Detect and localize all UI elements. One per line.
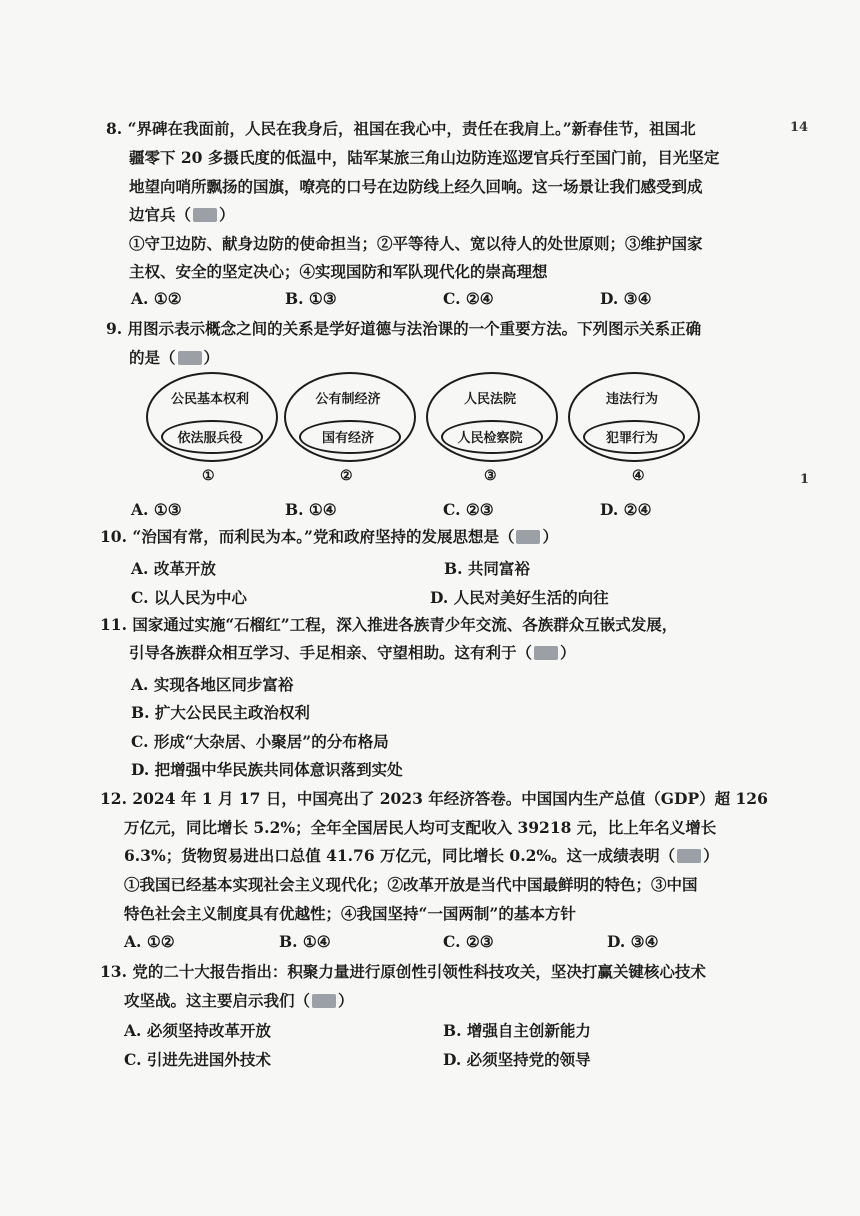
q9-line-2-text: 的是（ [129, 348, 176, 367]
q8-option-b[interactable]: B. ①③ [285, 289, 337, 308]
q9-option-d[interactable]: D. ②④ [600, 500, 652, 519]
diagram-2-number: ② [340, 468, 353, 484]
diagram-4-inner-label: 犯罪行为 [605, 431, 658, 446]
q12-line-4: ①我国已经基本实现社会主义现代化；②改革开放是当代中国最鲜明的特色；③中国 [124, 875, 698, 894]
diagram-3-outer-label: 人民法院 [463, 392, 516, 407]
edge-mark-top: 14 [790, 120, 809, 135]
q9-line-2 [129, 343, 219, 372]
concept-diagram [146, 372, 726, 492]
q9-option-b[interactable]: B. ①④ [285, 500, 337, 519]
q8-option-a[interactable]: A. ①② [131, 289, 182, 308]
q8-line-3: 地望向哨所飘扬的国旗，嘹亮的口号在边防线上经久回响。这一场景让我们感受到成 [129, 177, 703, 196]
q11-line-1: 11. 国家通过实施“石榴红”工程，深入推进各族青少年交流、各族群众互嵌式发展， [100, 615, 678, 634]
q13-option-b[interactable]: B. 增强自主创新能力 [443, 1021, 591, 1040]
q10-option-c[interactable]: C. 以人民为中心 [131, 588, 247, 607]
diagram-4-outer-label: 违法行为 [605, 392, 658, 407]
diagram-1-inner-label: 依法服兵役 [177, 431, 243, 446]
q10-option-b[interactable]: B. 共同富裕 [444, 559, 530, 578]
q12-line-2: 万亿元，同比增长 5.2%；全年全国居民人均可支配收入 39218 元，比上年名义增长 [124, 818, 717, 837]
q8-line-5: ①守卫边防、献身边防的使命担当；②平等待人、宽以待人的处世原则；③维护国家 [129, 234, 703, 253]
q9-line-2-tail: ） [203, 348, 220, 367]
q12-line-5: 特色社会主义制度具有优越性；④我国坚持“一国两制”的基本方针 [124, 904, 576, 923]
q10-stem-tail: ） [542, 527, 558, 546]
q12-option-c[interactable]: C. ②③ [443, 932, 494, 951]
q12-line-1: 12. 2024 年 1 月 17 日，中国亮出了 2023 年经济答卷。中国国内生产总值（GDP）超 126 [100, 789, 768, 808]
q13-option-a[interactable]: A. 必须坚持改革开放 [124, 1021, 271, 1040]
q12-option-b[interactable]: B. ①④ [279, 932, 331, 951]
q9-option-c[interactable]: C. ②③ [443, 500, 494, 519]
q11-line-2-tail: ） [560, 643, 576, 662]
answer-blank[interactable] [312, 994, 336, 1008]
q11-line-2-text: 引导各族群众相互学习、手足相亲、守望相助。这有利于（ [129, 643, 533, 662]
q8-line-1: 8. “界碑在我面前，人民在我身后，祖国在我心中，责任在我肩上。”新春佳节，祖国北 [106, 119, 696, 138]
diagram-1-outer-label: 公民基本权利 [170, 392, 249, 407]
q8-line-4-tail: ） [219, 205, 235, 224]
q8-line-6: 主权、安全的坚定决心；④实现国防和军队现代化的崇高理想 [129, 262, 548, 281]
q10-option-d[interactable]: D. 人民对美好生活的向往 [430, 588, 609, 607]
answer-blank[interactable] [516, 530, 540, 544]
q12-line-3 [124, 841, 719, 870]
q10-stem-text: 10. “治国有常，而利民为本。”党和政府坚持的发展思想是（ [100, 527, 515, 546]
q13-option-d[interactable]: D. 必须坚持党的领导 [443, 1050, 591, 1069]
q13-line-2 [124, 986, 354, 1015]
q8-line-2: 疆零下 20 多摄氏度的低温中，陆军某旅三角山边防连巡逻官兵行至国门前，目光坚定 [129, 148, 720, 167]
answer-blank[interactable] [677, 849, 701, 863]
q8-line-4 [129, 200, 235, 229]
diagram-2-inner-label: 国有经济 [321, 431, 374, 446]
q11-line-2 [129, 638, 576, 667]
diagram-4-number: ④ [632, 468, 645, 484]
diagram-3-number: ③ [484, 468, 497, 484]
q12-line-3-tail: ） [703, 846, 719, 865]
q12-line-3-text: 6.3%；货物贸易进出口总值 41.76 万亿元，同比增长 0.2%。这一成绩表明（ [124, 846, 676, 865]
q10-stem [100, 522, 558, 551]
q10-option-a[interactable]: A. 改革开放 [131, 559, 216, 578]
q8-option-d[interactable]: D. ③④ [600, 289, 652, 308]
q13-option-c[interactable]: C. 引进先进国外技术 [124, 1050, 271, 1069]
q9-option-a[interactable]: A. ①③ [131, 500, 182, 519]
q11-option-b[interactable]: B. 扩大公民民主政治权利 [131, 703, 310, 722]
diagram-2-outer-label: 公有制经济 [315, 392, 381, 407]
q11-option-c[interactable]: C. 形成“大杂居、小聚居”的分布格局 [131, 732, 389, 751]
edge-mark-middle: 1 [800, 472, 810, 487]
answer-blank[interactable] [534, 646, 558, 660]
answer-blank[interactable] [178, 351, 202, 365]
q8-line-4-text: 边官兵（ [129, 205, 192, 224]
q12-option-a[interactable]: A. ①② [124, 932, 175, 951]
q11-option-d[interactable]: D. 把增强中华民族共同体意识落到实处 [131, 760, 403, 779]
q13-line-2-tail: ） [338, 991, 354, 1010]
answer-blank[interactable] [193, 208, 217, 222]
q9-line-1: 9. 用图示表示概念之间的关系是学好道德与法治课的一个重要方法。下列图示关系正确 [106, 319, 702, 338]
diagram-3-inner-label: 人民检察院 [457, 431, 523, 446]
q13-line-1: 13. 党的二十大报告指出：积聚力量进行原创性引领性科技攻关，坚决打赢关键核心技术 [100, 962, 706, 981]
q8-option-c[interactable]: C. ②④ [443, 289, 494, 308]
q12-option-d[interactable]: D. ③④ [607, 932, 659, 951]
q13-line-2-text: 攻坚战。这主要启示我们（ [124, 991, 311, 1010]
diagram-1-number: ① [202, 468, 215, 484]
q11-option-a[interactable]: A. 实现各地区同步富裕 [131, 675, 294, 694]
